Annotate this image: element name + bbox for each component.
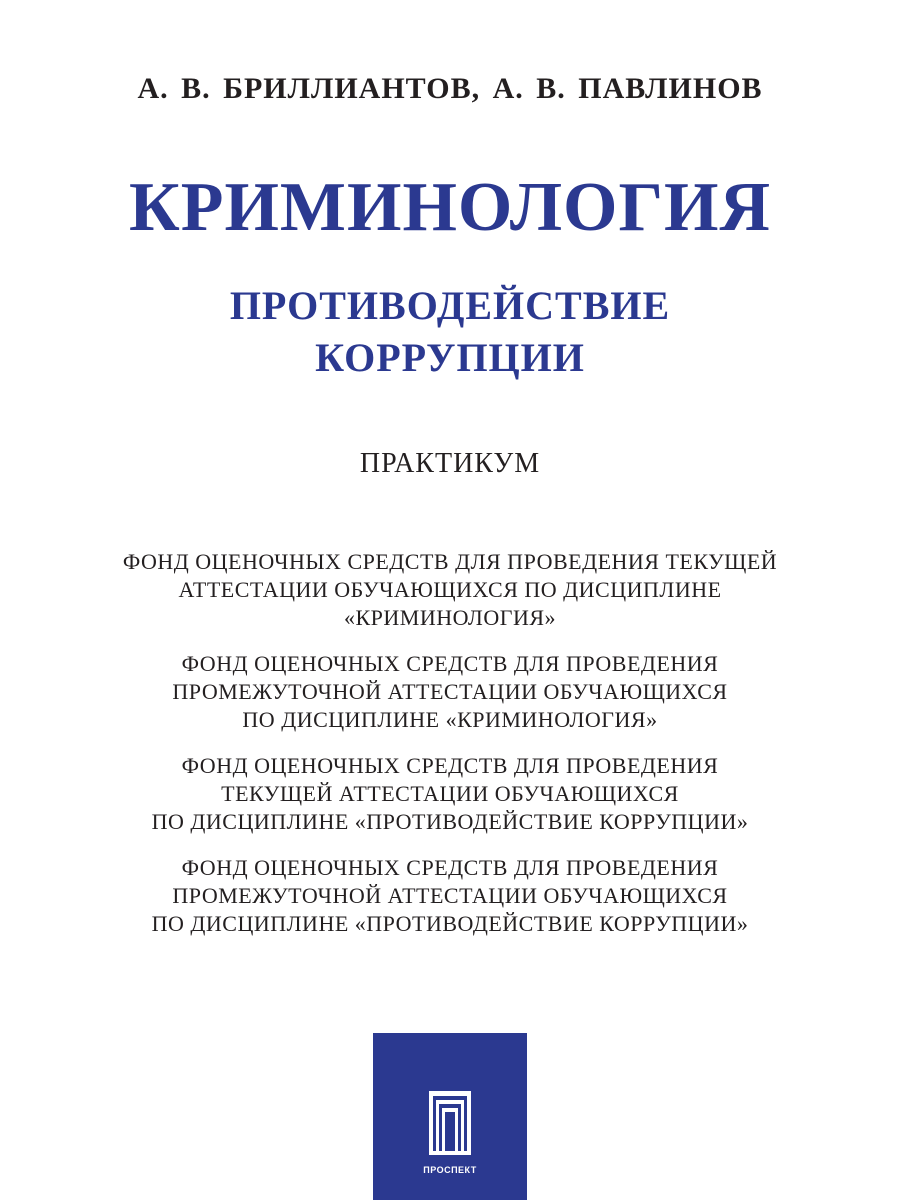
description-line: ФОНД ОЦЕНОЧНЫХ СРЕДСТВ ДЛЯ ПРОВЕДЕНИЯ ТЕКУЩЕЙ [122,549,778,574]
description-line: ФОНД ОЦЕНОЧНЫХ СРЕДСТВ ДЛЯ ПРОВЕДЕНИЯ [181,855,719,880]
description-line: ПО ДИСЦИПЛИНЕ «ПРОТИВОДЕЙСТВИЕ КОРРУПЦИИ» [151,911,749,936]
book-title: КРИМИНОЛОГИЯ [128,169,772,246]
publisher-badge [373,1033,527,1200]
book-genre: ПРАКТИКУМ [359,448,541,479]
publisher-logo-icon [429,1091,471,1155]
publisher-name: ПРОСПЕКТ [423,1165,477,1175]
book-subtitle [0,280,900,384]
description-block [0,548,900,632]
description-line: ФОНД ОЦЕНОЧНЫХ СРЕДСТВ ДЛЯ ПРОВЕДЕНИЯ [181,651,719,676]
descriptions [0,548,900,956]
description-block [0,854,900,938]
subtitle-line: КОРРУПЦИИ [315,335,585,380]
subtitle-line: ПРОТИВОДЕЙСТВИЕ [229,283,671,328]
description-line: «КРИМИНОЛОГИЯ» [343,605,556,630]
authors: А. В. БРИЛЛИАНТОВ, А. В. ПАВЛИНОВ [137,72,763,105]
description-line: ФОНД ОЦЕНОЧНЫХ СРЕДСТВ ДЛЯ ПРОВЕДЕНИЯ [181,753,719,778]
description-line: ТЕКУЩЕЙ АТТЕСТАЦИИ ОБУЧАЮЩИХСЯ [221,781,679,806]
description-line: ПРОМЕЖУТОЧНОЙ АТТЕСТАЦИИ ОБУЧАЮЩИХСЯ [172,883,728,908]
description-line: ПРОМЕЖУТОЧНОЙ АТТЕСТАЦИИ ОБУЧАЮЩИХСЯ [172,679,728,704]
description-block [0,752,900,836]
description-line: ПО ДИСЦИПЛИНЕ «ПРОТИВОДЕЙСТВИЕ КОРРУПЦИИ» [151,809,749,834]
description-line: ПО ДИСЦИПЛИНЕ «КРИМИНОЛОГИЯ» [242,707,658,732]
description-line: АТТЕСТАЦИИ ОБУЧАЮЩИХСЯ ПО ДИСЦИПЛИНЕ [178,577,722,602]
description-block [0,650,900,734]
